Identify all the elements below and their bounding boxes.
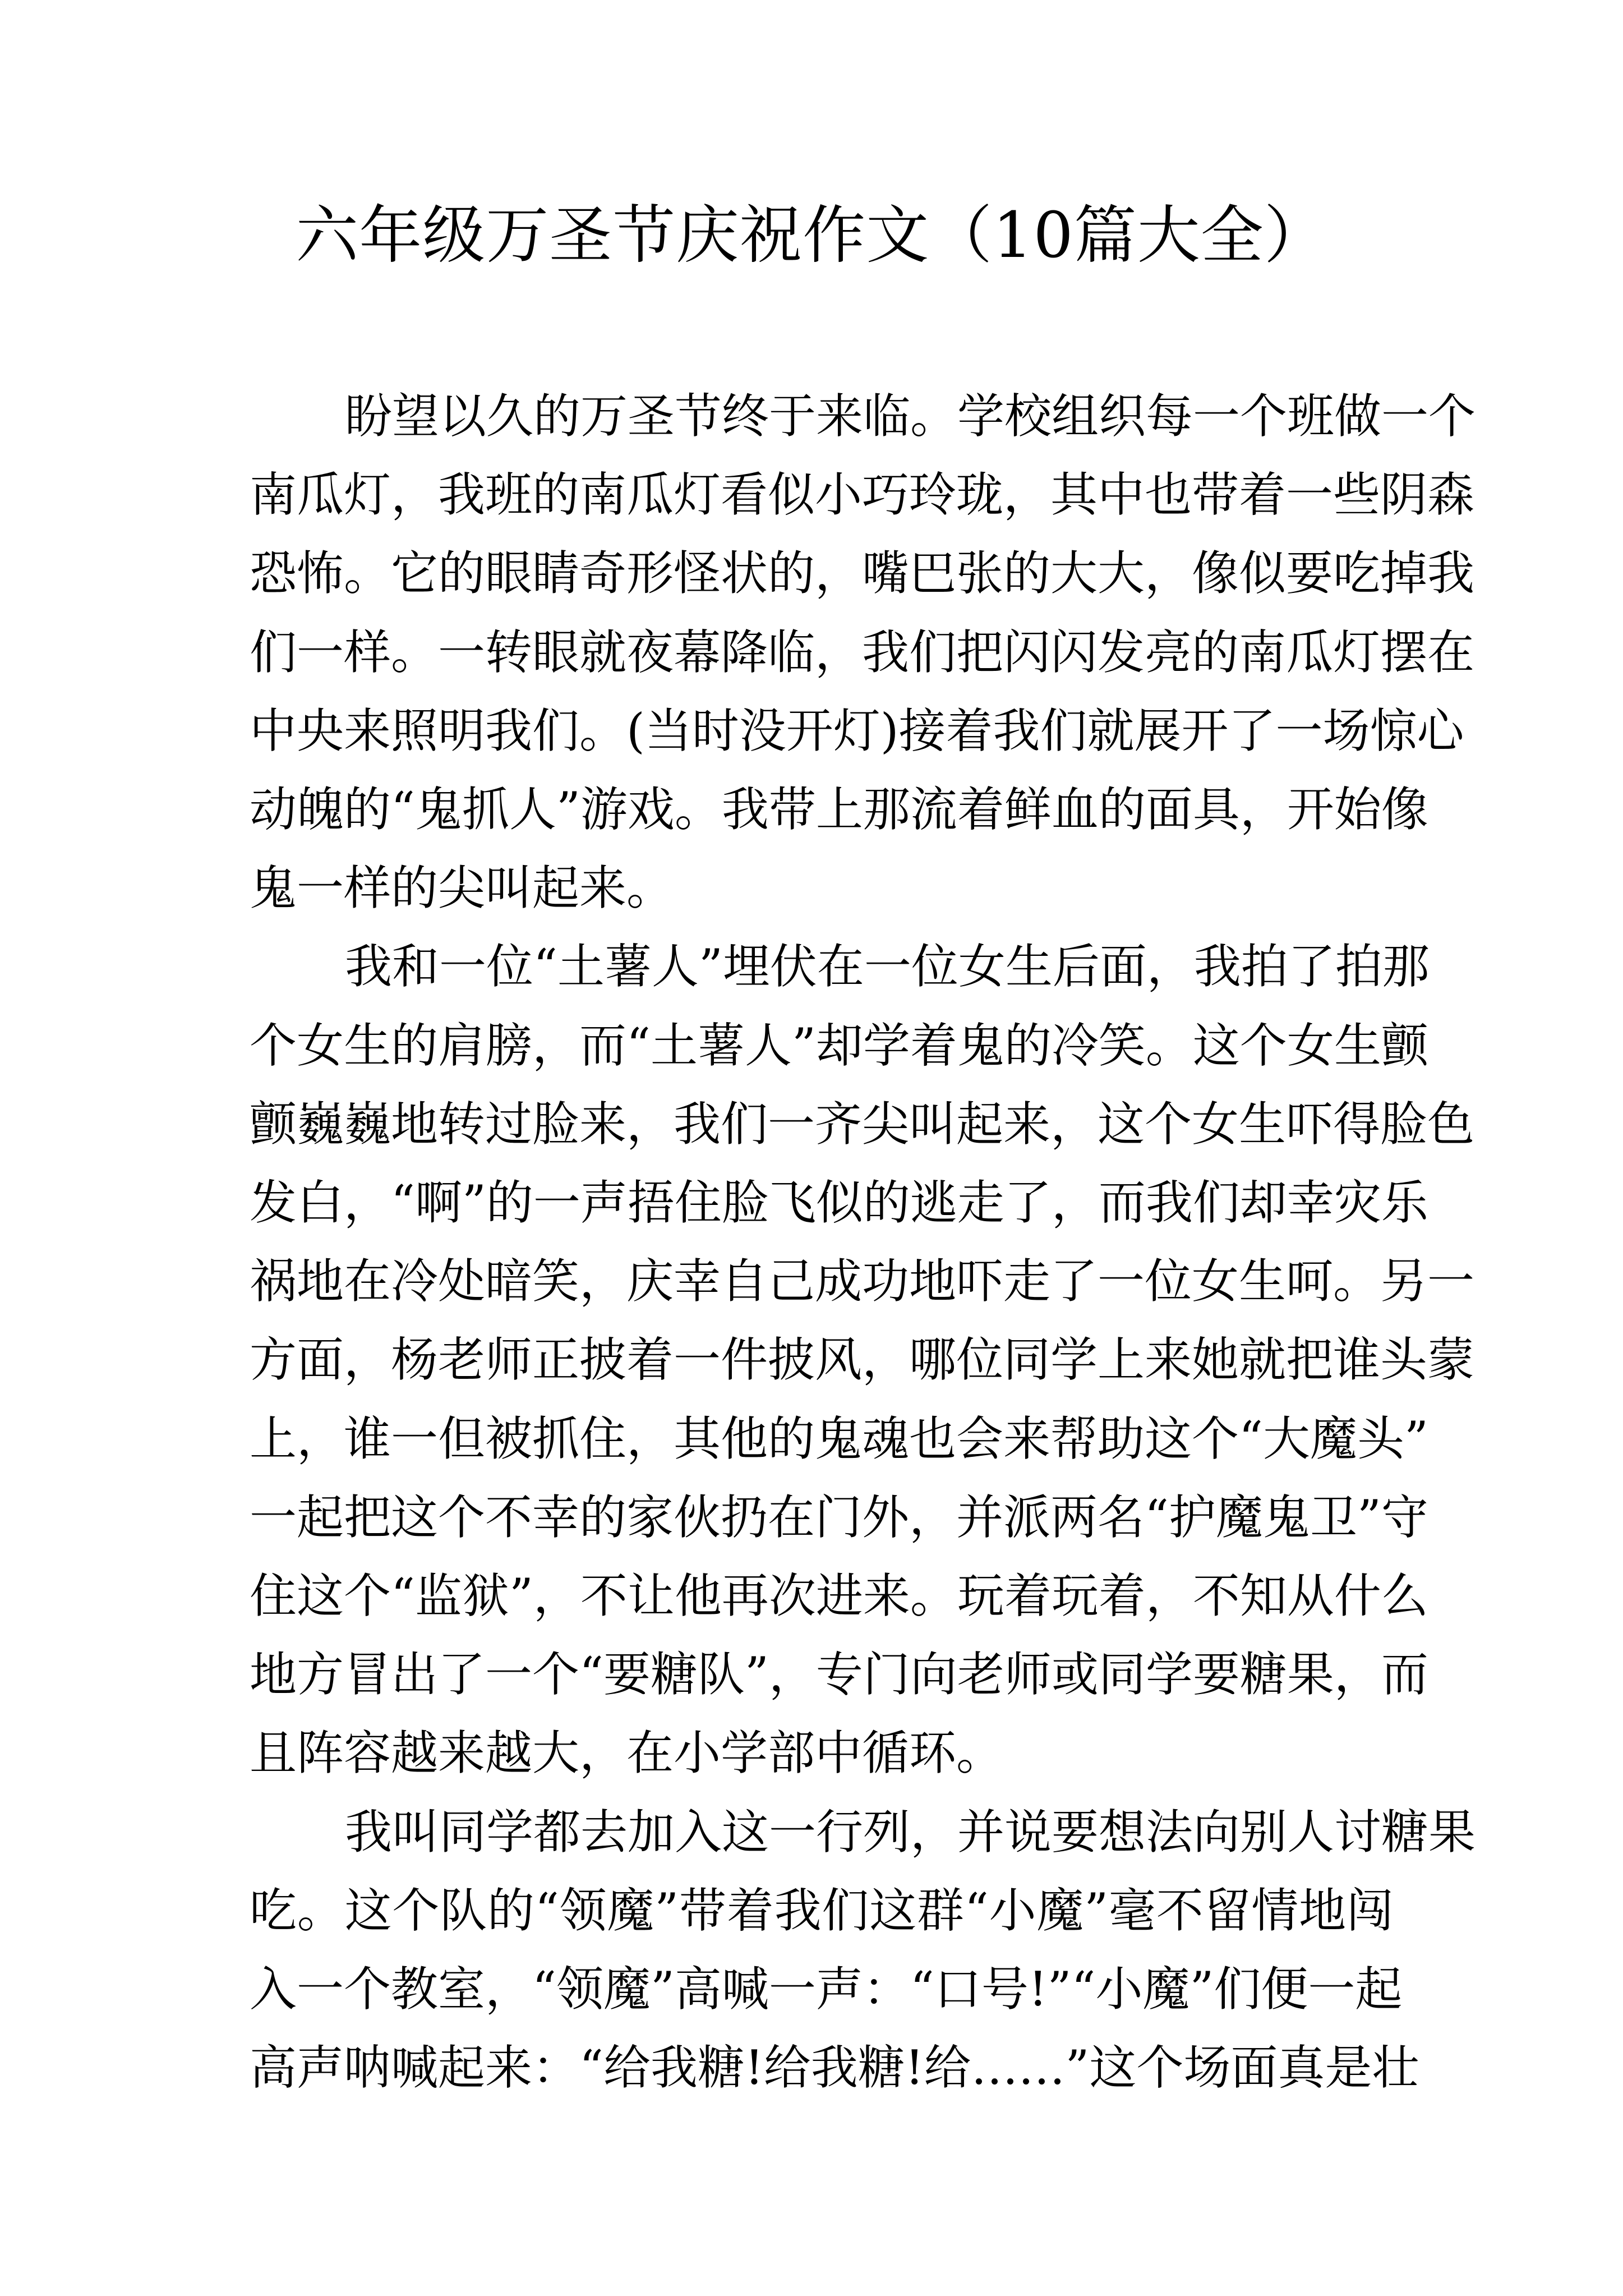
text-line: 吃。这个队的“领魔”带着我们这群“小魔”毫不留情地闯 [250,1883,1394,1938]
text-line: 中央来照明我们。(当时没开灯)接着我们就展开了一场惊心 [250,703,1464,758]
text-line: 上，谁一但被抓住，其他的鬼魂也会来帮助这个“大魔头” [250,1411,1428,1466]
text-line: 颤巍巍地转过脸来，我们一齐尖叫起来，这个女生吓得脸色 [250,1096,1475,1152]
text-line: 祸地在冷处暗笑，庆幸自己成功地吓走了一位女生呵。另一 [250,1254,1475,1309]
text-line: 鬼一样的尖叫起来。 [250,861,674,916]
paragraph-2 [250,927,1475,1792]
text-line: 发白，“啊”的一声捂住脸飞似的逃走了，而我们却幸灾乐 [250,1175,1428,1231]
text-line: 入一个教室，“领魔”高喊一声：“口号!”“小魔”们便一起 [250,1962,1403,2017]
text-line: 南瓜灯，我班的南瓜灯看似小巧玲珑，其中也带着一些阴森 [250,467,1475,523]
text-line: 高声呐喊起来：“给我糖!给我糖!给……”这个场面真是壮 [250,2040,1419,2096]
text-line: 方面，杨老师正披着一件披风，哪位同学上来她就把谁头蒙 [250,1332,1475,1388]
text-line: 个女生的肩膀，而“土薯人”却学着鬼的冷笑。这个女生颤 [250,1018,1428,1073]
text-line: 们一样。一转眼就夜幕降临，我们把闪闪发亮的南瓜灯摆在 [250,624,1475,680]
paragraph-3 [250,1793,1476,2108]
document-body [250,377,1476,2107]
text-line: 盼望以久的万圣节终于来临。学校组织每一个班做一个 [345,389,1476,444]
text-line: 住这个“监狱”，不让他再次进来。玩着玩着，不知从什么 [250,1568,1428,1624]
document-title: 六年级万圣节庆祝作文（10篇大全） [296,199,1327,272]
paragraph-1 [250,377,1476,927]
text-line: 我叫同学都去加入这一行列，并说要想法向别人讨糖果 [345,1804,1476,1860]
text-line: 地方冒出了一个“要糖队”，专门向老师或同学要糖果，而 [250,1647,1428,1703]
text-line: 且阵容越来越大，在小学部中循环。 [250,1726,1004,1781]
text-line: 我和一位“土薯人”埋伏在一位女生后面，我拍了拍那 [345,939,1430,995]
text-line: 恐怖。它的眼睛奇形怪状的，嘴巴张的大大，像似要吃掉我 [250,546,1475,601]
text-line: 一起把这个不幸的家伙扔在门外，并派两名“护魔鬼卫”守 [250,1489,1428,1545]
text-line: 动魄的“鬼抓人”游戏。我带上那流着鲜血的面具，开始像 [250,782,1428,838]
